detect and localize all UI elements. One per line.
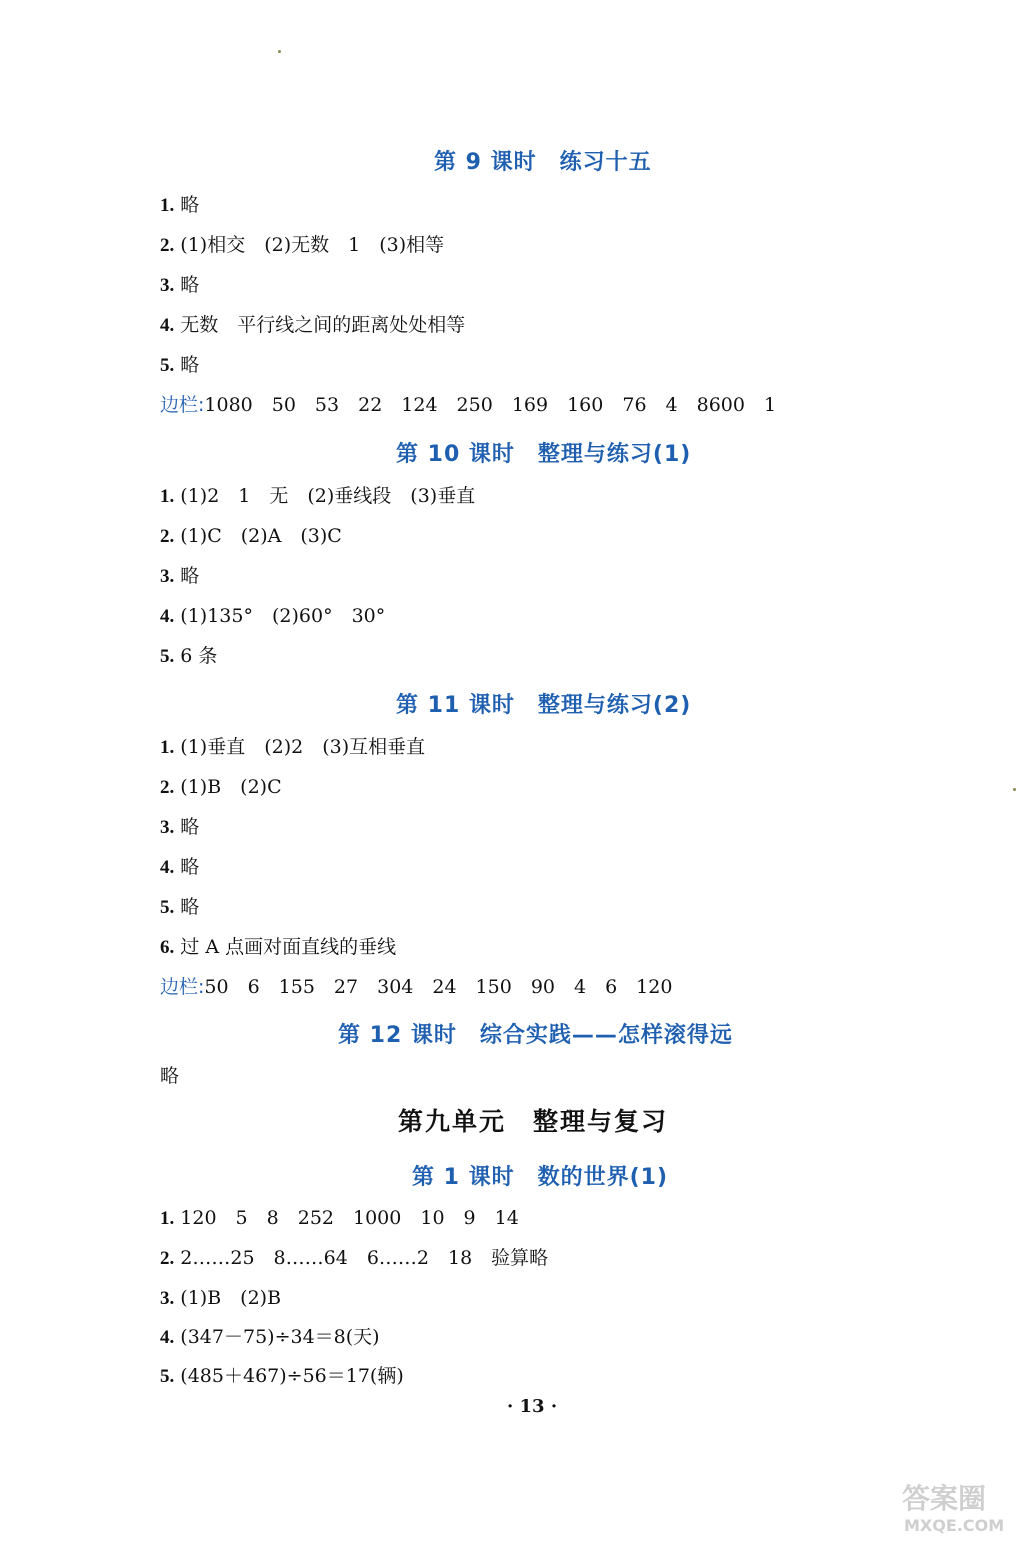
answer-line: [160, 481, 475, 508]
answer-number: 4.: [160, 857, 175, 878]
answer-number: 2.: [160, 526, 175, 547]
answer-line: [160, 521, 342, 548]
answer-line: [160, 732, 425, 759]
answer-number: 1.: [160, 486, 175, 507]
answer-number: 4.: [160, 606, 175, 627]
answer-line: [160, 310, 465, 337]
answer-text: 略: [180, 816, 200, 838]
sidebar-text: 50 6 155 27 304 24 150 90 4 6 120: [204, 976, 673, 998]
answer-text: 无数 平行线之间的距离处处相等: [180, 314, 466, 336]
answer-line: [160, 561, 199, 588]
answer-number: 3.: [160, 566, 175, 587]
answer-line: [160, 230, 444, 257]
scan-speck: [1013, 788, 1016, 791]
answer-text: 略: [180, 274, 200, 296]
answer-number: 3.: [160, 1288, 175, 1309]
answer-number: 6.: [160, 937, 175, 958]
answer-text: 2……25 8……64 6……2 18 验算略: [180, 1247, 549, 1269]
answer-text: 过 A 点画对面直线的垂线: [180, 936, 397, 958]
section-heading-unit9-lesson-1: 第 1 课时 数的世界(1): [412, 1165, 669, 1190]
answer-line: [160, 601, 385, 628]
answer-text: (1)相交 (2)无数 1 (3)相等: [180, 234, 445, 256]
answer-text: 略: [180, 856, 200, 878]
answer-text: 略: [180, 565, 200, 587]
answer-line: [160, 1203, 519, 1230]
answer-number: 3.: [160, 817, 175, 838]
answer-line: [160, 270, 199, 297]
scan-speck: [278, 50, 281, 53]
answer-number: 5.: [160, 646, 175, 667]
answer-text: (1)C (2)A (3)C: [180, 525, 342, 547]
sidebar-label: 边栏:: [160, 394, 205, 416]
answer-line: [160, 641, 217, 668]
page-number: · 13 ·: [507, 1396, 558, 1417]
answer-number: 4.: [160, 1327, 175, 1348]
answer-text: 略: [180, 896, 200, 918]
answer-number: 5.: [160, 355, 175, 376]
answer-text: (1)B (2)B: [180, 1287, 282, 1309]
answer-line: [160, 1243, 548, 1270]
answer-line: [160, 1361, 404, 1388]
answer-number: 5.: [160, 1366, 175, 1387]
answer-line: [160, 190, 199, 217]
watermark-url: MXQE.COM: [904, 1516, 1005, 1535]
answer-text: 略: [160, 1065, 180, 1087]
answer-line: [160, 892, 199, 919]
answer-line: [160, 1322, 380, 1349]
section-heading-lesson-10: 第 10 课时 整理与练习(1): [396, 442, 692, 467]
sidebar-answers: [160, 390, 776, 417]
answer-text: (1)2 1 无 (2)垂线段 (3)垂直: [180, 485, 476, 507]
answer-number: 2.: [160, 777, 175, 798]
answer-number: 1.: [160, 737, 175, 758]
sidebar-label: 边栏:: [160, 976, 205, 998]
watermark-logo: 答案圈: [902, 1482, 987, 1515]
answer-number: 2.: [160, 235, 175, 256]
answer-line: [160, 932, 396, 959]
answer-text: 略: [180, 194, 200, 216]
answer-line: [160, 852, 199, 879]
sidebar-answers: [160, 972, 672, 999]
answer-line: [160, 772, 282, 799]
section-heading-lesson-9: 第 9 课时 练习十五: [434, 150, 652, 175]
section-heading-lesson-11: 第 11 课时 整理与练习(2): [396, 693, 692, 718]
answer-text: 略: [180, 354, 200, 376]
answer-text: (347－75)÷34＝8(天): [180, 1326, 380, 1348]
answer-number: 5.: [160, 897, 175, 918]
answer-text: 6 条: [180, 645, 218, 667]
answer-line: [160, 350, 199, 377]
answer-number: 4.: [160, 315, 175, 336]
answer-text: (1)B (2)C: [180, 776, 282, 798]
sidebar-text: 1080 50 53 22 124 250 169 160 76 4 8600 1: [204, 394, 777, 416]
answer-text: (1)135° (2)60° 30°: [180, 605, 386, 627]
unit-title: 第九单元 整理与复习: [398, 1107, 669, 1136]
answer-number: 1.: [160, 195, 175, 216]
answer-number: 2.: [160, 1248, 175, 1269]
section-heading-lesson-12: 第 12 课时 综合实践——怎样滚得远: [338, 1023, 733, 1048]
answer-number: 3.: [160, 275, 175, 296]
answer-line: [160, 812, 199, 839]
answer-line: [160, 1283, 281, 1310]
answer-text: (1)垂直 (2)2 (3)互相垂直: [180, 736, 426, 758]
answer-text: (485＋467)÷56＝17(辆): [180, 1365, 404, 1387]
answer-number: 1.: [160, 1208, 175, 1229]
answer-text: 120 5 8 252 1000 10 9 14: [180, 1207, 519, 1229]
